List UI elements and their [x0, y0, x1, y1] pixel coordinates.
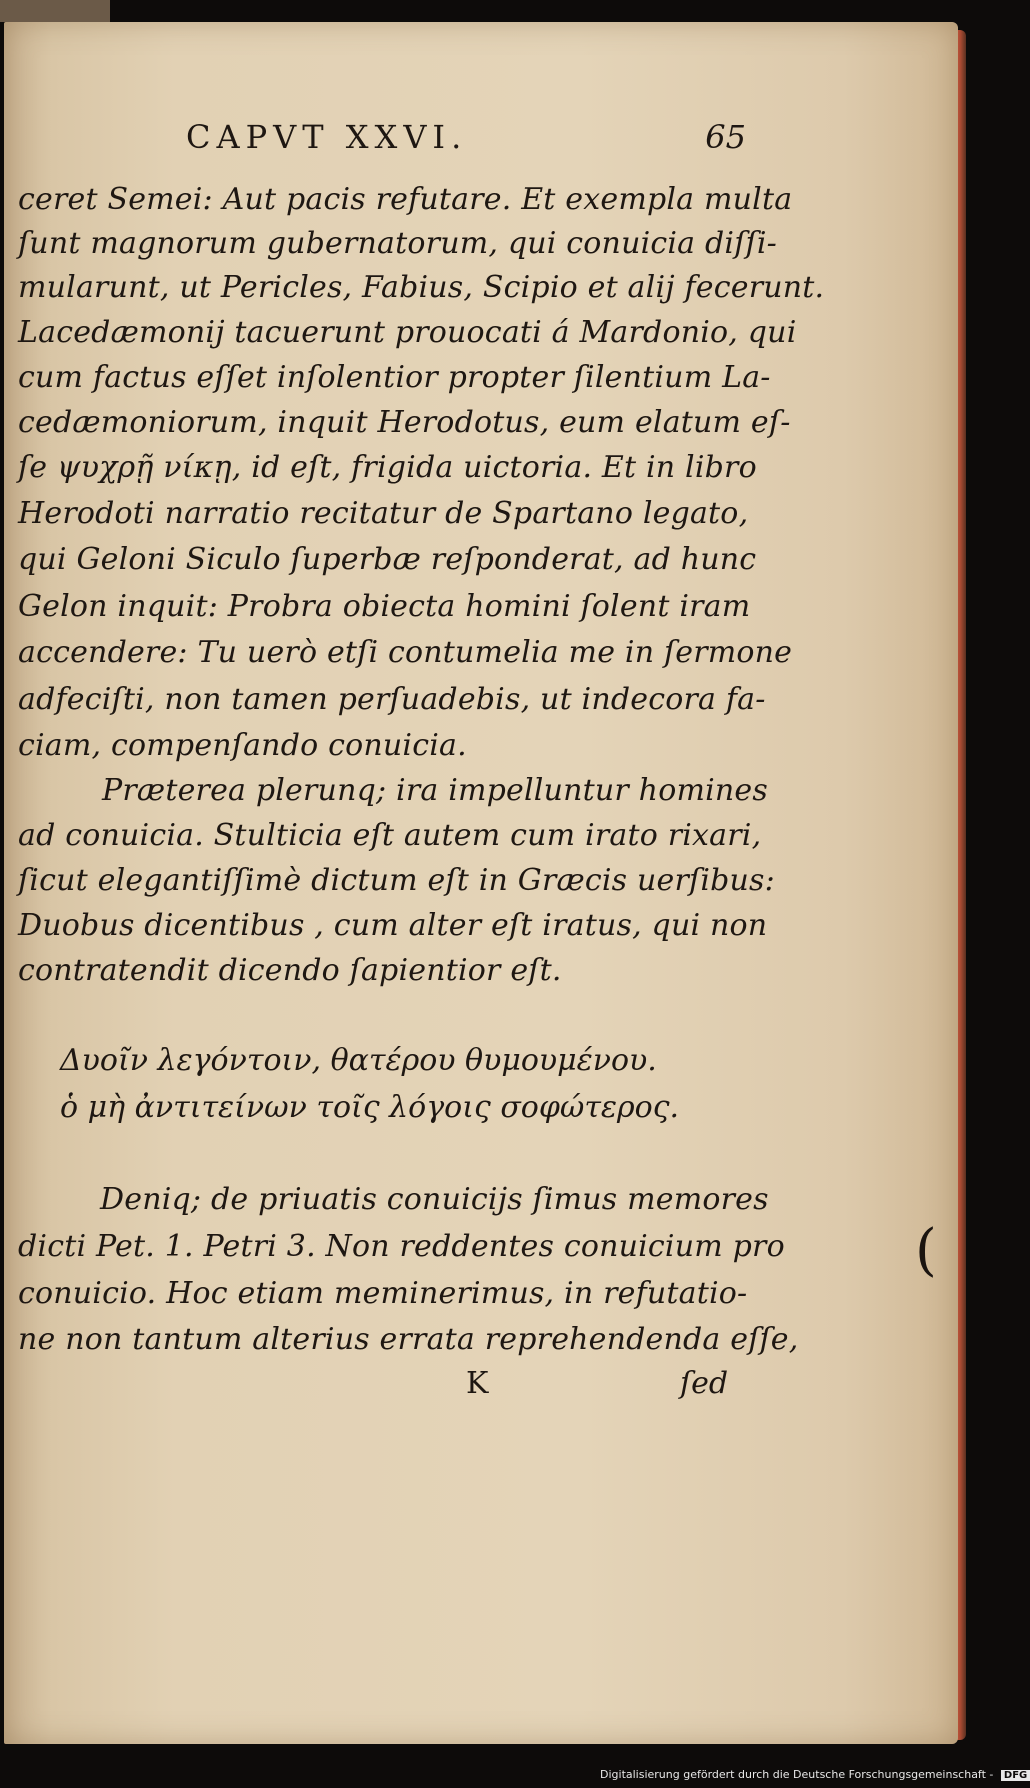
- text-line: cedæmoniorum, inquit Herodotus, eum elatum eſ-: [18, 405, 791, 440]
- text-line: Præterea plerunq; ira impelluntur homines: [102, 773, 768, 808]
- text-line: ſicut elegantiſſimè dictum eſt in Græcis uerſibus:: [18, 863, 775, 898]
- text-line: Lacedæmonij tacuerunt prouocati á Mardonio, qui: [18, 315, 797, 350]
- digitization-footer: [600, 1768, 1028, 1786]
- text-line: dicti Pet. 1. Petri 3. Non reddentes conuicium pro: [18, 1229, 785, 1264]
- text-line: Deniq; de priuatis conuicijs ſimus memores: [100, 1182, 769, 1217]
- text-line: contratendit dicendo ſapientior eſt.: [18, 953, 562, 988]
- text-line: ſe ψυχρῇ νίκῃ, id eſt, frigida uictoria. Et in libro: [18, 450, 757, 485]
- signature-mark: K: [466, 1366, 489, 1401]
- text-line: accendere: Tu uerò etſi contumelia me in ſermone: [18, 635, 793, 670]
- text-line: conuicio. Hoc etiam meminerimus, in refutatio-: [18, 1276, 748, 1311]
- text-line: mularunt, ut Pericles, Fabius, Scipio et alij fecerunt.: [18, 270, 825, 305]
- greek-line: ὁ μὴ ἀντιτείνων τοῖς λόγοις σοφώτερος.: [60, 1090, 680, 1125]
- text-line: ne non tantum alterius errata reprehendenda eſſe,: [18, 1322, 799, 1357]
- running-title: CAPVT XXVI.: [186, 118, 468, 156]
- text-line: adfeciſti, non tamen perſuadebis, ut indecora fa-: [18, 682, 766, 717]
- dfg-logo: DFG: [1001, 1770, 1030, 1781]
- text-line: ad conuicia. Stulticia eſt autem cum irato rixari,: [18, 818, 762, 853]
- adjacent-page-shadow: [0, 0, 110, 22]
- margin-bracket-mark: (: [915, 1218, 937, 1283]
- page-number: 65: [705, 118, 746, 156]
- text-line: ceret Semei: Aut pacis refutare. Et exempla multa: [18, 182, 793, 217]
- catchword: ſed: [680, 1366, 729, 1401]
- page-header: [186, 118, 746, 162]
- text-line: qui Geloni Siculo ſuperbæ reſponderat, ad hunc: [18, 542, 757, 577]
- text-line: cum factus eſſet inſolentior propter ſilentium La-: [18, 360, 771, 395]
- text-line: Herodoti narratio recitatur de Spartano legato,: [18, 496, 749, 531]
- text-line: ciam, compenſando conuicia.: [18, 728, 467, 763]
- text-line: Duobus dicentibus , cum alter eſt iratus, qui non: [18, 908, 768, 943]
- text-line: ſunt magnorum gubernatorum, qui conuicia diſſi-: [18, 226, 777, 261]
- greek-line: Δυοῖν λεγόντοιν, θατέρου θυμουμένου.: [60, 1043, 657, 1078]
- footer-text: Digitalisierung gefördert durch die Deutsche Forschungsgemeinschaft -: [600, 1768, 994, 1781]
- text-line: Gelon inquit: Probra obiecta homini ſolent iram: [18, 589, 751, 624]
